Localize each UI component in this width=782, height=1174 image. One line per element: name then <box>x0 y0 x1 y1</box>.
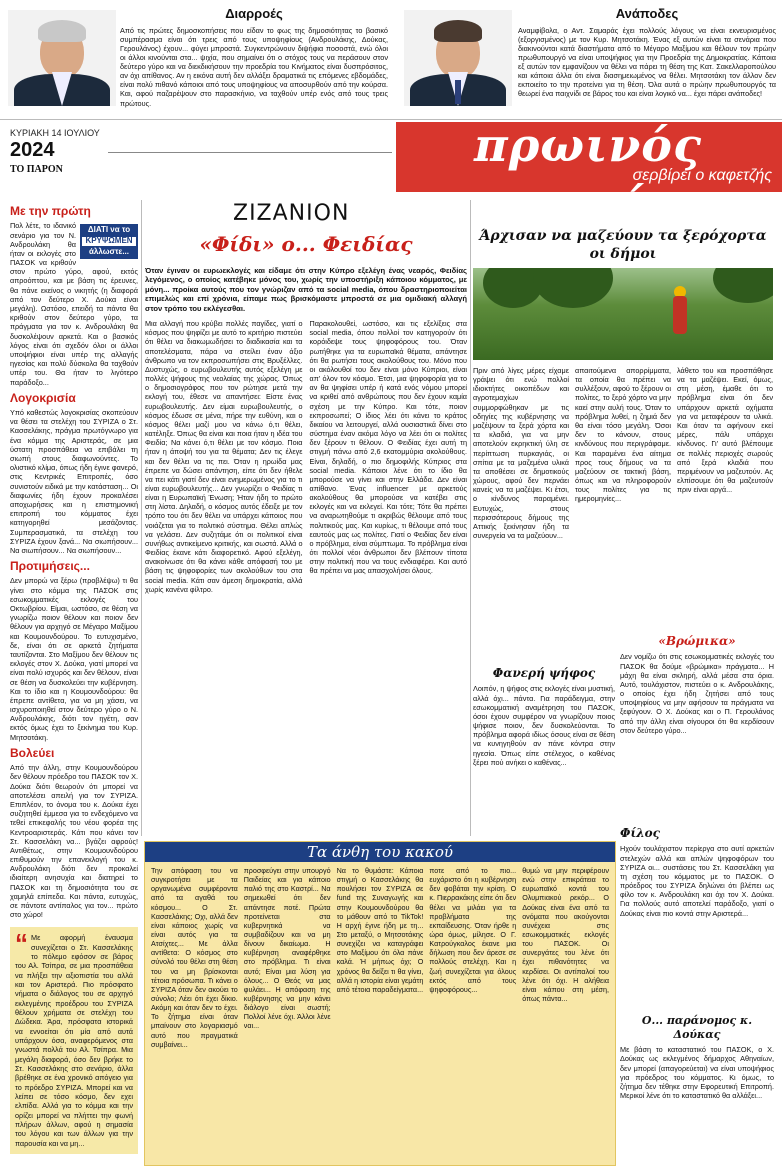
box-column: Να το θυμάστε: Κάποια στιγμή ο Κασσελάκης θα πουλήσει τον ΣΥΡΙΖΑ σε fund της Συναγωγής και στην Κουμουνδούρου θα το μάθουν από το TikTok! Η αρχή έγινε ήδη με τη... Στο μεταξύ, ο Μητσοτάκης συνεχίζει να καταγράφει στο Μαξίμου ότι όλα πάνε καλά. Ή μήπως όχι; Ο χρόνος θα δείξει τι θα γίνει, αλλά η ιστορία είναι γεμάτη από τέτοια παραδείγματα... <box>336 866 424 994</box>
parano-item <box>620 1014 774 1100</box>
masthead-rule <box>108 152 392 153</box>
datebox <box>10 128 105 176</box>
item-body: Δεν μπορώ να ξέρω (προβλέψω) τι θα γίνει στο κόμμα της ΠΑΣΟΚ στις εσωκομματικές εκλογές του Οκτωβρίου. Είμαι, ωστόσο, σε θέση να γνωρίζω ποιον θέλουν και ποιον δεν θέλουν για αρχηγό σε Μέγαρο Μαξίμου και Κουμουνδούρου. Το ευτυχισμένο, δε, είναι ότι σε αρκετά ζητήματα ταυτίζονται. Στο Μαξίμου δεν θέλουν τις εκλογές στον Χ. Δούκα, γιατί μπορεί να είναι πολύ ισχυρός και δεν θέλουν, είναι σε θέση να δυσκολεύει την κυβέρνηση. Και το ίδιο και η Κουμουνδούρου: θα έπρεπε αντίθετα, για να μη χάσει, να ισχυροποιηθεί στον δεύτερο γύρο ο Ν. Ανδρουλάκης, διότι τον ηγέτη, σαν εκτός όμως έχει το ξεκίνημα του Κυρ. Μητσοτάκη. <box>10 576 138 742</box>
box-columns <box>151 866 609 1161</box>
right-article <box>473 228 773 540</box>
article-column: λάθετο του και προσπάθησε να τα μαζέψει. Εκεί, όμως, στη μέση, έμαθε ότι το πρόβλημα είναι ότι δεν υπάρχουν αρκετά οχήματα για να μεταφέρουν τα υλικά. Και όταν τα αφήνουν εκεί μέρες, πάλι υπάρχει κίνδυνος. Γι' αυτό βλέπουμε σε πολλές περιοχές σωρούς από ξερά κλαδιά που περιμένουν να μαζευτούν. Ας ελπίσουμε ότι θα μαζευτούν πριν είναι αργά... <box>677 365 773 495</box>
masthead-titlebox <box>396 118 782 231</box>
top-right-column <box>518 6 776 99</box>
box-column: Την απόφαση του να συγκροτήσει με τα οργανωμένα συμφέροντα από τα αγαθά του κόσμου... Ο Στ. Κασσελάκης; Οχι, αλλά δεν είναι κάποιος χωρίς να είναι αυτός για τα Ατσίχτες... Με άλλα αντίθετα: Ο κόσμος στο σύνολό του θέλει στη θέση του να μη βρίσκονται τέτοια πρόσωπα. Τι κάνει ο ΣΥΡΙΖΑ όταν δεν ακούει το σύνολο; Λέει ότι έχει δίκιο. Ακόμη και όταν δεν το έχει. Το ζήτημα είναι όταν μπαίνουν στο λογαριασμό αυτό που πραγματικά συμβαίνει... <box>151 866 238 1049</box>
article-body <box>145 319 467 594</box>
box-column: προσφεύγει στην υπουργό Παιδείας και για κάποιο παλιό της στο Καστρί... Να σημειωθεί ότι δεν απάντησε ποτέ. Πρώτα προτείνεται στα κυβερνητικά να συμβαδίζουν και να μη δίνουν δικαίωμα. Η κυβέρνηση αναφέρθηκε στο πρόβλημα. Τι είναι αυτό; Είναι μια λύση για όλους... Ο Θεός να μας φυλάει... Η απόφαση της κυβέρνησης να μην κάνει διάλογο είναι σωστή; Πολλοί λένε όχι. Άλλοι λένε ναι... <box>243 866 331 1031</box>
top-left-text: Από τις πρώτες δημοσκοπήσεις που είδαν το φως της δημοσιότητας το βασικό συμπέρασμα είναι ότι τρεις από τους υποψηφίους (Ανδρουλάκης, Δούκας, Γερουλάνος) έχουν... φύγει μπροστά. Συγκεντρώνουν διψήφια ποσοστά, ενώ όλοι οι άλλοι κινούνται στα... ψιχία, που σημαίνει ότι ο στόχος τους να περάσουν στον δεύτερο γύρο και να διεκδικήσουν την προεδρία του Κινήματος είναι δυσπρόσιτος, αν όχι απίθανος. Αν η εικόνα αυτή δεν αλλάξει δραματικά τις επόμενες εβδομάδες, είναι πολύ πιθανό κάποιοι από τους υποψηφίους να αποσυρθούν από την κούρσα. Και, αφού παζαρέψουν στο παρασκήνιο, να ταχθούν υπέρ ενός από τους τρεις πρώτους. <box>120 25 388 108</box>
dateline: ΚΥΡΙΑΚΗ 14 ΙΟΥΛΙΟΥ <box>10 128 100 138</box>
article-column: απαιτούμενα απορρίμματα, τα οποία θα πρέπει να συλλέξουν, αφού το ξέρουν οι πολίτες, το ξερό χόρτο να μην καεί στην αυλή τους. Όταν το πρόβλημα λυθεί, η ζημιά δεν θα είναι τόσο μεγάλη. Όσοι δεν το κάνουν, στους κινδύνους που περιγράφαμε. Και παραμένει ένα αίτημα προς τους δήμους να τα μαζεύουν σε τακτική βάση, όπως και να πληροφορούν τους πολίτες για τις ημερομηνίες... <box>575 365 671 504</box>
item-body: Πολ λέτε, το ιδανικό σενάριο για τον Ν. Ανδρουλάκη θα ήταν οι εκλογές στο ΠΑΣΟΚ να κριθούν στον πρώτο γύρο, αφού, εκτός απροόπτου, και με βάση τις έρευνες, θα πάνε εκείνος ο νικητής (η διαφορά από τον δεύτερο Χ. Δούκα είναι μεγάλη). Ωστόσο, επειδή τα πάντα θα κριθούν στον δεύτερο γύρο, τα πράγματα για τον κ. Ανδρουλάκη θα δυσκολέψουν αρκετά. Και ο βασικός λόγος είναι ότι σχεδόν όλοι οι άλλοι υποψήφιοι είναι υπέρ της αλλαγής ηγεσίας και πολύ δύσκολα θα ταχθούν υπέρ του. Θα ήταν το λιγότερο παράδοξο... <box>10 221 138 387</box>
center-article <box>145 200 467 594</box>
column-subtitle: σερβίρει ο καφετζής <box>632 166 772 184</box>
item-heading: Προτιμήσεις... <box>10 559 90 574</box>
diati-box-line: ΔΙΑΤΙ να το <box>87 225 131 235</box>
tree-shape <box>713 268 773 303</box>
newspaper-name: ΤΟ ΠΑΡΟΝ <box>10 163 63 175</box>
quote-text: Με αφορμή έναυσμα συνεχίζεται ο Στ. Κασσελάκης το πόλεμο εφόσον σε βάρος του Αλ. Τσίπρα, σε μια προσπάθεια να πλήξει την αξιοπιστία του αλλά και τον Αριστερά. Πιο πρόσφατο νήματα ο διάλογος του σε αρχηγό εκλεγμένης προέδρου του ΣΥΡΙΖΑ θέλουν χρήματα σε στελέχη του Δώδεκα. Άρα, πρόσφατα ιστορικά να εννοείται ότι μία από αυτά υπάρχουν όσα, αναφερόμενος στα γνωστά πολλά του Αλ. Τσίπρα. Μια μεγάλη διαφορά, όσο δεν βρήκε το Στ. Κασσελάκης στο σενάριο, άλλα βρέθηκε σε ένα χρονικό απόγειο για το πρόεδρο ΣΥΡΙΖΑ. Μπορεί και να λείπει σε τόσο κόσμο, δεν εχει ελπίδα. Αλλά για το κόμμα και την ορίζει μπορεί να πλήττει την φωνή πλήρων άλλων, αφού η σημασία του λόγου και των άλλων για την παρουσία και να μη... <box>15 933 133 1148</box>
flowers-of-evil-box <box>144 841 616 1166</box>
quote-mark-icon: “ <box>15 928 28 959</box>
article-lead: Όταν έγιναν οι ευρωεκλογές και είδαμε ότι στην Κύπρο εξελέγη ένας νεαρός, Φειδίας λεγόμενος, ο οποίος κατέβηκε μόνος του, χωρίς την υποστήριξη κάποιου κόμματος, με μόνη... προίκα αυτούς που τον γνώριζαν από τα social media, όπου δραστηριοποιείται επιμελώς και επί χρόνια, είπαμε πως βρισκόμαστε μπροστά σε μια ομιδιακή αλλαγή στον τρόπο του εκλέγεσθαι. <box>145 265 467 313</box>
columnist-photo-left <box>8 10 116 106</box>
year: 2024 <box>10 138 55 161</box>
diati-box-line: ΚΡΥΨΩΜΕΝ <box>82 237 136 246</box>
item-body: Υπό καθεστώς λογοκρισίας σκοπεύουν να θέσει τα στελέχη του ΣΥΡΙΖΑ ο Στ. Κασσελάκης, πράγμα πρωτόγνωρο για ένα κόμμα της Αριστεράς, σε μια ύστατη προσπάθεια να επιβάλει τη σιωπή στους διαφωνούντες. Το ολιστικό κλίμα, όπως ήδη έγινε φανερό, στις Κεντρικές Επιτροπές, όσο συνιστούν ειδικά με την κατάσταση... Οι διαφωνίες ήδη έχουν προκαλέσει αποχωρήσεις και η επιστημονική επιτροπή του κόμματος έχει κατηγορηθεί μεσάζοντας. Συμπερασματικά, τα στελέχη του ΣΥΡΙΖΑ έχουν ξανά... Να σιωπήσουν... Να σιωπήσουν... Να σιωπήσουν... <box>10 408 138 555</box>
item-body: Με βάση το καταστατικό του ΠΑΣΟΚ, ο Χ. Δούκας ως εκλεγμένος δήμαρχος Αθηναίων, δεν μπορεί (απαγορεύεται) να είναι υποψήφιος για πρόεδρος του κόμματος. Κι όμως, το ζήτημα δεν τέθηκε στην Εφορευτική Επιτροπή. Μερικοί λένε ότι το καταστατικό θα αλλάξει... <box>620 1045 774 1101</box>
article-column: Μια αλλαγή που κρύβει πολλές παγίδες, γιατί ο κόσμος που ψηφίζει με αυτό το κριτήριο πιστεύει ότι θέλει να διακωμωδήσει το διαδικασία και τα αποτελέσματα, πάρα να στείλει έναν άξιο άνθρωπο να τον εκπροσωπήσει στις Βρυξέλλες. Δυστυχώς, ο ευρωβουλευτής αυτός εξελέγη με πολλές ψήφους της νεολαίας της χώρας. Όπως ο δημοσιογράφος που τον ρώτησε μετά την εκλογή του, έθεσε να απαντήσει: Είστε ένας ευρωβουλευτής. Δεν είμαι ευρωβουλευτής, ο κόσμος έδωσε σε μένα, πήρε την ευθύνη, και ο κόσμος θέλει μαζί μου να κάνω ό,τι θέλει, κατέληξε. Όπως θα είναι και ποια ήταν η ιδέα του Φειδία; Να κάνει ό,τι θέλει με τον κόσμο. Ποια ήταν η άποψή του για τα θέματα; Δεν τις έλεγε και δεν θέλει να τις πει. Όταν η ηρωίδα μας έπρεπε να δώσει απάντηση, είπε ότι δεν ήθελε να πει κάτι γιατί δεν είναι ενημερωμένος για το τι είναι ευρωβουλευτής... Δεν γνωρίζει ο Φειδίας τι είναι η Ευρωπαϊκή Ένωση; Ήταν ήδη το πρώτο στη λίστα. Δηλαδή, ο κόσμος αυτός έδειξε με τον τρόπο του ότι δεν θέλει να υπάρχει κάποιος που νοιάζεται για το πολιτικό σύστημα. Θέλει απλώς να γελάσει. Δεν συζητάμε ότι οι πολιτικοί είναι συνήθως αντικείμενο κριτικής, και σωστά. Αλλά ο Φειδίας έκανε κάτι διαφορετικό. Αφού εξελέγη, ανακοίνωσε ότι θα κάνει κάθε απόφασή του με βάση τις ψηφοφορίες των ακολούθων του στα social media. Κάτι σαν άμεση δημοκρατία, αλλά χωρίς κανένα φίλτρο. <box>145 319 303 594</box>
box-band <box>145 842 615 862</box>
top-left-column <box>120 6 388 108</box>
left-column <box>10 200 138 1154</box>
quote-box <box>10 927 138 1154</box>
top-right-text: Αναμφίβολα, ο Αντ. Σαμαράς έχει πολλούς λόγους να είναι εκνευρισμένος (εξοργισμένος) με τον Κυρ. Μητσοτάκη. Ένας εξ αυτών είναι τα σενάρια που διακινούνται κατά διαστήματα από το Μέγαρο Μαξίμου και θέλουν τον πρώην πρωθυπουργό να είναι υποψήφιος για την Προεδρία της Δημοκρατίας. Κάποια εξ αυτών τον εμφανίζουν να θέλει να πάρει τη θέση της Κατ. Σακελλαροπούλου και κάποια άλλα ότι είναι διασημειωμένος να θέλει. Μητσοτάκη τον άλλον δεν εκποιείτο το την προτείνει για τη θέση. Όλα αυτά ο πρώην πρωθυπουργός τα θεωρεί ένα παιχνίδι σε βάρος του και είναι λογικό να... έχει πάρει ανάποδες! <box>518 25 776 99</box>
item-heading: Βολεύει <box>10 745 55 760</box>
item-heading: Λογοκρισία <box>10 390 76 405</box>
article-column: Πριν από λίγες μέρες είχαμε γράψει ότι ενώ πολλοί ιδιοκτήτες οικοπέδων και αγροτεμαχίων συμμορφώθηκαν με τις οδηγίες της κυβέρνησης να μαζέψουν τα ξερά χόρτα και τα κλαδιά, για να μην αποτελούν εκρηκτική ύλη σε περίπτωση πυρκαγιάς, οι σπίτια με τα μαζεμένα υλικά τα αποθέσει σε δημοτικούς χώρους, αφού δεν περνάει κανείς να τα μαζέψει. Κι έτσι, ο κίνδυνος παραμένει. Ευτυχώς, στους περισσότερους δήμους της Αττικής ξεκίνησαν ήδη τα συνεργεία να τα μαζεύουν... <box>473 365 569 541</box>
box-column: θυμώ να μην περιφέρουν ενώ στην επικράτεια το ευρωπαϊκό κοντά του Ολυμπιακού ρεκόρ... Ο Δούκας είναι ένα από τα ονόματα που ακούγονται συνέχεια στις εσωκομματικές εκλογές του ΠΑΣΟΚ. Οι συνεργάτες του λένε ότι έχει πιθανότητες να κερδίσει. Οι αντίπαλοί του λένε ότι όχι. Η αλήθεια είναι κάπου στη μέση, όπως πάντα... <box>522 866 609 1003</box>
faneri-item <box>473 666 615 767</box>
item-body: Από την άλλη, στην Κουμουνδούρου δεν θέλουν πρόεδρο του ΠΑΣΟΚ τον Χ. Δούκα διότι θεωρούν ότι μπορεί να αποτελέσει απειλή για τον ΣΥΡΙΖΑ. Επιπλέον, το όνομα του κ. Δούκα έχει συζητηθεί έμμεσα για το ενδεχόμενο να τεθεί επικεφαλής του νέου φορέα της Κεντροαριστεράς. Κάτι που κάνει τον Στ. Κασσελάκη να... βγάζει αφρούς! Αντιθέτως, στην Κουμουνδούρου επιθυμούν την επανεκλογή του κ. Ανδρουλάκη διότι δεν προκαλεί ιδιαίτερη ανησυχία και διατηρεί το ΠΑΣΟΚ και τη δημοσιότητα του σε χαμηλά επίπεδα. Και πάντα, ευτυχώς, σε πάντοτε αντίπαλος για τον... πρώτο στο χώρο! <box>10 763 138 920</box>
box-heading: Τα άνθη του κακού <box>306 843 454 861</box>
diati-box-line: άλλωστε... <box>89 246 129 256</box>
article-headline: «Φίδι» ο... Φειδίας <box>199 232 413 257</box>
diati-box <box>80 224 138 258</box>
item-heading: Με την πρώτη <box>10 204 91 218</box>
right-headline: Άρχισαν να μαζεύουν τα ξερόχορτα οι δήμοι <box>479 228 767 262</box>
item-body: Ηχούν τουλάχιστον περίεργα στο αυτί αρκετών στελεχών αλλά και απλών ψηφοφόρων του ΣΥΡΙΖΑ οι... συστάσεις του Στ. Κασσελάκη για τη σχέση του κόμματος με το ΠΑΣΟΚ. Ο πρόεδρος του ΣΥΡΙΖΑ δηλώνει ότι βλέπει ως φίλο τον κ. Ανδρουλάκη και όχι τον Χ. Δούκα. Για πολλούς αυτό αποτελεί παράδοξο, γιατί ο Δούκας είναι πιο κοντά στην Αριστερά... <box>620 844 774 918</box>
item-text <box>10 221 138 386</box>
column-title: πρωινός καφές <box>474 118 702 231</box>
top-banner <box>0 0 782 120</box>
section-kicker: ΖΙΖΑΝΙΟΝ <box>233 201 350 226</box>
item-heading: Φίλος <box>620 826 660 840</box>
filos-item <box>620 826 774 918</box>
column-divider <box>470 200 471 836</box>
item-heading: Φανερή ψήφος <box>492 666 596 680</box>
vromika-item <box>620 634 774 735</box>
worker-figure <box>673 296 687 334</box>
article-column: Παρακολουθεί, ωστόσο, και τις εξελίξεις στα social media, όπου πολλοί τον κατηγορούν ότι κορόιδεψε τους ψηφοφόρους του. Όταν ρωτήθηκε για τα ευρωπαϊκά θέματα, απάντησε ότι θα ρωτήσει τους ακολούθους του. Μόνο που οι ακόλουθοί του δεν είναι μόνο Κύπριοι, είναι απ' όλον τον κόσμο. Έτσι, μια ψηφοφορία για το αν θα ψηφίσει υπέρ ή κατά ενός νόμου μπορεί να κριθεί από ανθρώπους που δεν έχουν καμία σχέση με την Κύπρο. Και τότε, ποιον εκπροσωπεί; Ο ίδιος λέει ότι κάνει το κράτος δικαίου να λειτουργεί, αλλά ουσιαστικά δίνει στο σύστημα έναν ακόμα λόγο να λέει ότι οι πολίτες δεν ξέρουν τι θέλουν. Ο Φειδίας έχει αυτή τη στιγμή πάνω από 2,6 εκατομμύρια ακολούθους. Είναι, δηλαδή, ο πιο δημοφιλής Κύπριος στα social media. Κάποιοι λένε ότι το ίδιο θα μπορούσε να γίνει και στην Ελλάδα. Δεν είναι απίθανο. Ένας influencer με αρκετούς ακολούθους θα μπορούσε να κατέβει στις εκλογές και να εκλεγεί. Και τότε; Τότε θα πρέπει να αναρωτηθούμε τι ακριβώς θέλουμε από τους πολιτικούς μας. Και κυρίως, τι θέλουμε από τους εαυτούς μας ως πολίτες. Γιατί ο Φειδίας δεν είναι ο πρόβλημα, είναι σύμπτωμα. Το πρόβλημα είναι ότι πολλοί νέοι άνθρωποι δεν βλέπουν τίποτα στην πολιτική που να τους ενδιαφέρει. Και αυτό θα πρέπει να μας απασχολήσει όλους. <box>309 319 467 576</box>
tree-shape <box>533 268 613 308</box>
box-column: ποτε από το πιο... ευχάριστο ότι η κυβέρνηση δεν φοβάται την κρίση. Ο κ. Πιερρακάκης είπε ότι δεν θέλει να μιλάει για τα προβλήματα της εκπαίδευσης. Όταν ήρθε η ώρα όμως, μίλησε. Ο Γ. Κατρούγκαλος έκανε μια δήλωση που δεν άρεσε σε πολλούς στελέχη. Και η ζωή συνεχίζεται για όλους εκτός από τους ψηφοφόρους... <box>429 866 517 994</box>
item-heading: Ο... παράνομος κ. Δούκας <box>641 1014 753 1042</box>
column-divider <box>141 200 142 836</box>
grass-cutting-photo <box>473 268 773 360</box>
right-article-body <box>473 366 773 541</box>
top-left-heading: Διαρροές <box>225 6 283 21</box>
item-body: Λοιπόν, η ψήφος στις εκλογές είναι μυστική, αλλά όχι... πάντα. Για παράδειγμα, στην εσωκομματική αναμέτρηση του ΠΑΣΟΚ, όσοι έχουν συμφέρον να γνωρίζουν ποιος ψήφισε ποιον, δεν δυσκολεύονται. Το πρόβλημα αφορά ιδίως όσους είναι σε θέση να κυνηγηθούν αν πάνε κόντρα στην ηγεσία. Όπως είπε στέλεχος, ο καθένας ξέρει πού ανήκει ο καθένας... <box>473 684 615 767</box>
item-heading: «Βρώμικα» <box>658 634 736 648</box>
item-body: Δεν νομίζω ότι στις εσωκομματικές εκλογές του ΠΑΣΟΚ θα δούμε «βρώμικα» πράγματα... Η μάχη θα είναι σκληρή, αλλά μέσα στα όρια. Αυτό, τουλάχιστον, πιστεύει ο κ. Ανδρουλάκης, ο οποίος έχει ήδη ζητήσει από τους υποψηφίους να μην αφήσουν τα πράγματα να ξεφύγουν. Ο Χ. Δούκας και ο Π. Γερουλάνος από την άλλη είναι σίγουροι ότι θα κερδίσουν στον δεύτερο γύρο... <box>620 652 774 735</box>
top-right-heading: Ανάποδες <box>615 6 679 21</box>
columnist-photo-right <box>404 10 512 106</box>
